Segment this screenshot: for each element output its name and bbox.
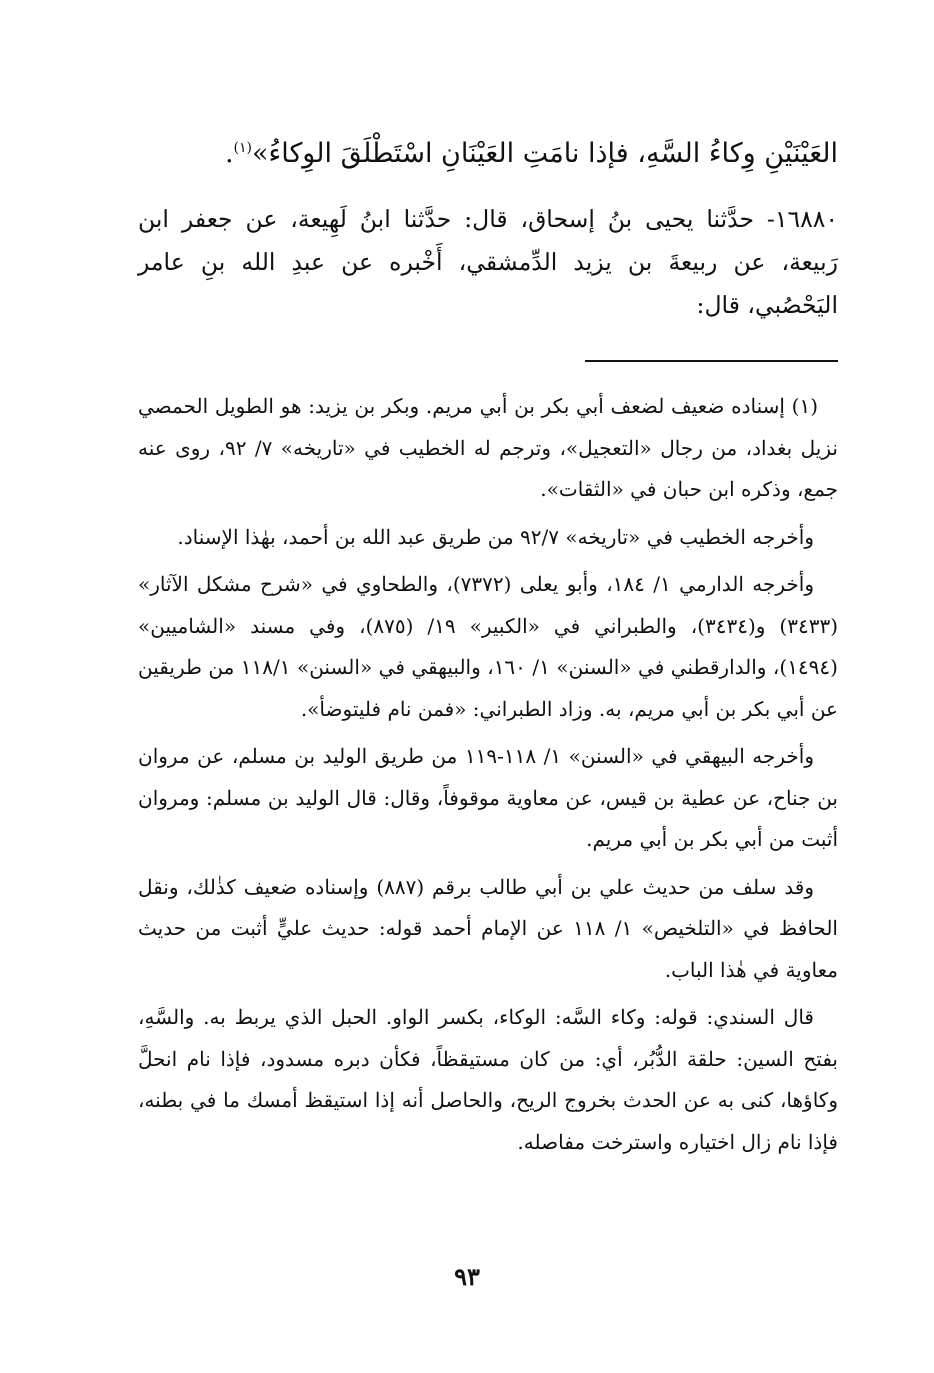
hadith-ending-period: .: [224, 138, 234, 169]
hadith-ending-text: العَيْنَيْنِ وِكاءُ السَّهِ، فإذا نامَتِ العَيْنَانِ اسْتَطْلَقَ الوِكاءُ»: [252, 138, 838, 169]
footnote-paragraph: وأخرجه الدارمي ١/ ١٨٤، وأبو يعلى (٧٣٧٢)، والطحاوي في «شرح مشكل الآثار» (٣٤٣٣) و(٣٤٣٤)، والطبراني في «الكبير» ١٩/ (٨٧٥)، وفي مسند «الشاميين» (١٤٩٤)، والدارقطني في «السنن» ١/ ١٦٠، والبيهقي في «السنن» ١١٨/١ من طريقين عن أبي بكر بن أبي مريم، به. وزاد الطبراني: «فمن نام فليتوضأ».: [138, 572, 839, 721]
hadith-ending: [138, 128, 838, 180]
footnote-paragraph: وأخرجه الخطيب في «تاريخه» ٩٢/٧ من طريق عبد الله بن أحمد، بهٰذا الإسناد.: [177, 524, 814, 549]
footnote-paragraph: قال السندي: قوله: وكاء السَّه: الوكاء، بكسر الواو. الحبل الذي يربط به. والسَّهِ، بفتح السين: حلقة الدُّبُر، أي: من كان مستيقظاً، فكأن دبره مسدود، فإذا نام انحلَّ وكاؤها، كنى به عن الحدث بخروج الريح، والحاصل أنه إذا استيقظ أمسك ما في بطنه، فإذا نام زال اختياره واسترخت مفاصله.: [138, 1005, 838, 1154]
hadith-16880: ١٦٨٨٠- حدَّثنا يحيى بنُ إسحاق، قال: حدَّثنا ابنُ لَهِيعة، عن جعفر ابن رَبيعة، عن ربيعةَ بن يزيد الدِّمشقي، أَخْبره عن عبدِ الله بنِ عامر اليَحْصُبي، قال:: [138, 205, 838, 319]
footnote-paragraph: وقد سلف من حديث علي بن أبي طالب برقم (٨٨٧) وإسناده ضعيف كذٰلك، ونقل الحافظ في «التلخيص» ١/ ١١٨ عن الإمام أحمد قوله: حديث عليٍّ أثبت من حديث معاوية في هٰذا الباب.: [138, 874, 838, 982]
footnotes: [138, 386, 838, 1169]
footnote-reference: (١): [233, 140, 253, 156]
footnote-1: (١) إسناده ضعيف لضعف أبي بكر بن أبي مريم. وبكر بن يزيد: هو الطويل الحمصي نزيل بغداد، من رجال «التعجيل»، وترجم له الخطيب في «تاريخه» ٧/ ٩٢، روى عنه جمع، وذكره ابن حبان في «الثقات».: [138, 394, 838, 501]
footnote-separator: [585, 360, 838, 362]
footnote-paragraph: وأخرجه البيهقي في «السنن» ١/ ١١٨-١١٩ من طريق الوليد بن مسلم، عن مروان بن جناح، عن عطية بن قيس، عن معاوية موقوفاً، وقال: قال الوليد بن مسلم: ومروان أثبت من أبي بكر بن أبي مريم.: [138, 744, 838, 851]
page-number: ٩٣: [454, 1262, 480, 1291]
